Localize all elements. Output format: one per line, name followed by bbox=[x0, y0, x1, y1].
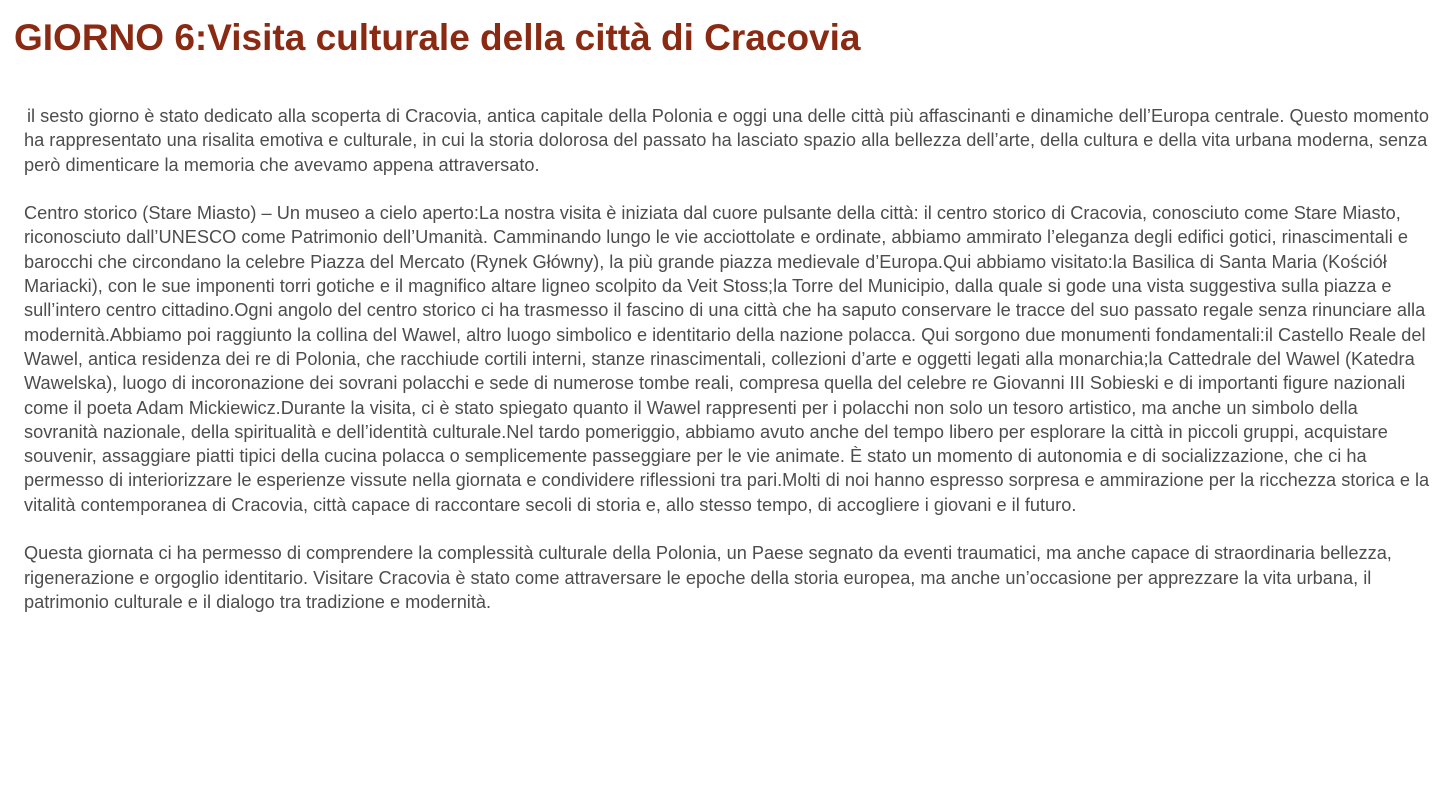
page-title: GIORNO 6:Visita culturale della città di Cracovia bbox=[14, 17, 861, 58]
paragraph-intro: il sesto giorno è stato dedicato alla scoperta di Cracovia, antica capitale della Polonia e oggi una delle città più affascinanti e dinamiche dell’Europa centrale. Questo momento ha rappresentato una risalita emotiva e culturale, in cui la storia dolorosa del passato ha lasciato spazio alla bellezza dell’arte, della cultura e della vita urbana moderna, senza però dimenticare la memoria che avevamo appena attraversato. bbox=[24, 106, 1429, 175]
paragraph-historic-center: Centro storico (Stare Miasto) – Un museo a cielo aperto:La nostra visita è iniziata dal cuore pulsante della città: il centro storico di Cracovia, conosciuto come Stare Miasto, riconosciuto dall’UNESCO come Patrimonio dell’Umanità. Camminando lungo le vie acciottolate e ordinate, abbiamo ammirato l’eleganza degli edifici gotici, rinascimentali e barocchi che circondano la celebre Piazza del Mercato (Rynek Główny), la più grande piazza medievale d’Europa.Qui abbiamo visitato:la Basilica di Santa Maria (Kościół Mariacki), con le sue imponenti torri gotiche e il magnifico altare ligneo scolpito da Veit Stoss;la Torre del Municipio, dalla quale si gode una vista suggestiva sulla piazza e sull’intero centro cittadino.Ogni angolo del centro storico ci ha trasmesso il fascino di una città che ha saputo conservare le tracce del suo passato regale senza rinunciare alla modernità.Abbiamo poi raggiunto la collina del Wawel, altro luogo simbolico e identitario della nazione polacca. Qui sorgono due monumenti fondamentali:il Castello Reale del Wawel, antica residenza dei re di Polonia, che racchiude cortili interni, stanze rinascimentali, collezioni d’arte e oggetti legati alla monarchia;la Cattedrale del Wawel (Katedra Wawelska), luogo di incoronazione dei sovrani polacchi e sede di numerose tombe reali, compresa quella del celebre re Giovanni III Sobieski e di importanti figure nazionali come il poeta Adam Mickiewicz.Durante la visita, ci è stato spiegato quanto il Wawel rappresenti per i polacchi non solo un tesoro artistico, ma anche un simbolo della sovranità nazionale, della spiritualità e dell’identità culturale.Nel tardo pomeriggio, abbiamo avuto anche del tempo libero per esplorare la città in piccoli gruppi, acquistare souvenir, assaggiare piatti tipici della cucina polacca o semplicemente passeggiare per le vie animate. È stato un momento di autonomia e di socializzazione, che ci ha permesso di interiorizzare le esperienze vissute nella giornata e condividere riflessioni tra pari.Molti di noi hanno espresso sorpresa e ammirazione per la ricchezza storica e la vitalità contemporanea di Cracovia, città capace di raccontare secoli di storia e, allo stesso tempo, di accogliere i giovani e il futuro. bbox=[24, 203, 1430, 515]
paragraph-conclusion: Questa giornata ci ha permesso di comprendere la complessità culturale della Polonia, un Paese segnato da eventi traumatici, ma anche capace di straordinaria bellezza, rigenerazione e orgoglio identitario. Visitare Cracovia è stato come attraversare le epoche della storia europea, ma anche un’occasione per apprezzare la vita urbana, il patrimonio culturale e il dialogo tra tradizione e modernità. bbox=[24, 543, 1392, 612]
body-text bbox=[24, 104, 1430, 639]
